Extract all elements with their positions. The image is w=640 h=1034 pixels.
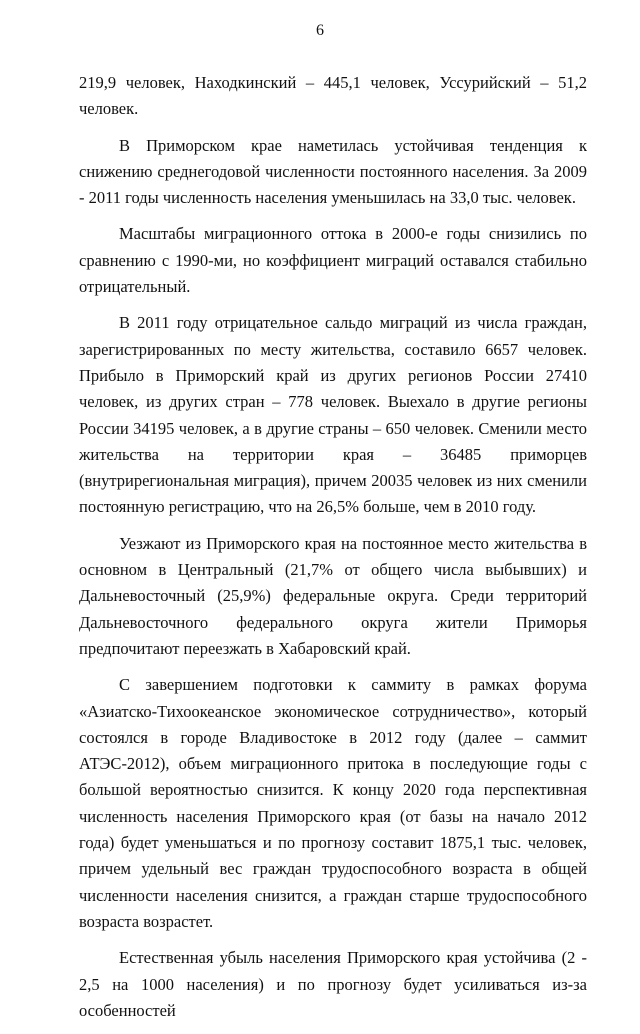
document-body xyxy=(79,70,587,1034)
paragraph-population-decline: В Приморском крае наметилась устойчивая тенденция к снижению среднегодовой численности постоянного населения. За 2009 - 2011 годы численность населения уменьшилась на 33,0 тыс. человек. xyxy=(79,135,587,208)
paragraph-natural-decline: Естественная убыль населения Приморского края устойчива (2 - 2,5 на 1000 населения) и по прогнозу будет усиливаться из-за особенностей xyxy=(79,948,587,1020)
paragraph-departure-destinations: Уезжают из Приморского края на постоянное место жительства в основном в Центральный (21,7% от общего числа выбывших) и Дальневосточный (25,9%) федеральные округа. Среди территорий Дальневосточного федерального округа жители Приморья предпочитают переезжать в Хабаровский край. xyxy=(79,533,587,658)
paragraph-migration-2011: В 2011 году отрицательное сальдо миграций из числа граждан, зарегистрированных по месту жительства, составило 6657 человек. Прибыло в Приморский край из других регионов России 27410 человек, из других стран – 778 человек. Выехало в другие регионы России 34195 человек, а в другие страны – 650 человек. Сменили место жительства на территории края – 36485 приморцев (внутрирегиональная миграция), причем 20035 человек из них сменили постоянную регистрацию, что на 26,5% больше, чем в 2010 году. xyxy=(79,313,587,517)
paragraph-continuation: 219,9 человек, Находкинский – 445,1 человек, Уссурийский – 51,2 человек. xyxy=(79,73,587,119)
paragraph-apec-summit-forecast: С завершением подготовки к саммиту в рамках форума «Азиатско-Тихоокеанское экономическое сотрудничество», который состоялся в городе Владивостоке в 2012 году (далее – саммит АТЭС-2012), объем миграционного притока в последующие годы с большой вероятностью снизится. К концу 2020 года перспективная численность населения Приморского края (от базы на начало 2012 года) будет уменьшаться и по прогнозу составит 1875,1 тыс. человек, причем удельный вес граждан трудоспособного возраста в общей численности населения снизится, а граждан старше трудоспособного возраста возрастет. xyxy=(79,675,587,931)
page-number: 6 xyxy=(316,22,324,39)
paragraph-migration-scale: Масштабы миграционного оттока в 2000-е годы снизились по сравнению с 1990-ми, но коэффициент миграций оставался стабильно отрицательный. xyxy=(79,224,587,297)
